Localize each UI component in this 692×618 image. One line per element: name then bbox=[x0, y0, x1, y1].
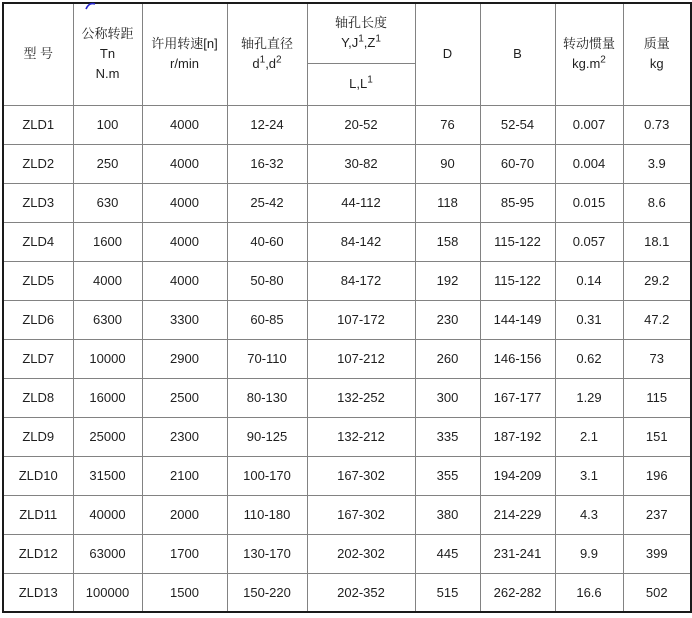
table-row bbox=[3, 456, 691, 495]
cell-allowable-speed: 2500 bbox=[142, 378, 227, 417]
cell-nominal-torque: 630 bbox=[73, 183, 142, 222]
cell-D: 118 bbox=[415, 183, 480, 222]
cell-B: 214-229 bbox=[480, 495, 555, 534]
cell-bore-length: 20-52 bbox=[307, 105, 415, 144]
header-rotary-inertia bbox=[555, 3, 623, 105]
cell-mass: 29.2 bbox=[623, 261, 691, 300]
header-line: r/min bbox=[170, 56, 199, 72]
cell-bore-diameter: 90-125 bbox=[227, 417, 307, 456]
cell-model: ZLD13 bbox=[3, 573, 73, 612]
header-row-top bbox=[3, 3, 691, 63]
cell-mass: 399 bbox=[623, 534, 691, 573]
header-line: 型 号 bbox=[23, 46, 54, 62]
cell-mass: 502 bbox=[623, 573, 691, 612]
cell-rotary-inertia: 4.3 bbox=[555, 495, 623, 534]
cell-model: ZLD2 bbox=[3, 144, 73, 183]
table-row bbox=[3, 339, 691, 378]
header-nominal-torque bbox=[73, 3, 142, 105]
cell-bore-length: 132-212 bbox=[307, 417, 415, 456]
cell-allowable-speed: 4000 bbox=[142, 261, 227, 300]
cell-model: ZLD3 bbox=[3, 183, 73, 222]
cell-bore-length: 84-172 bbox=[307, 261, 415, 300]
header-B bbox=[480, 3, 555, 105]
cell-allowable-speed: 4000 bbox=[142, 105, 227, 144]
cell-allowable-speed: 2300 bbox=[142, 417, 227, 456]
cell-D: 230 bbox=[415, 300, 480, 339]
cell-D: 380 bbox=[415, 495, 480, 534]
cell-rotary-inertia: 0.007 bbox=[555, 105, 623, 144]
cell-model: ZLD12 bbox=[3, 534, 73, 573]
cell-bore-diameter: 70-110 bbox=[227, 339, 307, 378]
cell-model: ZLD10 bbox=[3, 456, 73, 495]
cell-mass: 237 bbox=[623, 495, 691, 534]
cell-bore-length: 202-352 bbox=[307, 573, 415, 612]
cell-D: 192 bbox=[415, 261, 480, 300]
header-mass bbox=[623, 3, 691, 105]
header-line: B bbox=[513, 46, 522, 62]
header-line: 许用转速[n] bbox=[151, 36, 218, 52]
cell-nominal-torque: 16000 bbox=[73, 378, 142, 417]
cell-nominal-torque: 250 bbox=[73, 144, 142, 183]
cell-rotary-inertia: 0.31 bbox=[555, 300, 623, 339]
table-row bbox=[3, 105, 691, 144]
cell-D: 515 bbox=[415, 573, 480, 612]
cell-allowable-speed: 4000 bbox=[142, 183, 227, 222]
header-line: 质量 bbox=[643, 36, 670, 52]
cell-bore-length: 132-252 bbox=[307, 378, 415, 417]
header-line: N.m bbox=[95, 66, 120, 82]
cell-nominal-torque: 25000 bbox=[73, 417, 142, 456]
cell-D: 335 bbox=[415, 417, 480, 456]
coupling-spec-table bbox=[2, 2, 692, 613]
table-row bbox=[3, 534, 691, 573]
cell-D: 90 bbox=[415, 144, 480, 183]
header-line: 转动惯量 bbox=[562, 36, 615, 52]
cell-nominal-torque: 10000 bbox=[73, 339, 142, 378]
cell-B: 231-241 bbox=[480, 534, 555, 573]
cell-allowable-speed: 2900 bbox=[142, 339, 227, 378]
table-row bbox=[3, 495, 691, 534]
cell-B: 187-192 bbox=[480, 417, 555, 456]
table-row bbox=[3, 300, 691, 339]
header-model bbox=[3, 3, 73, 105]
cell-bore-diameter: 130-170 bbox=[227, 534, 307, 573]
header-bore-diameter bbox=[227, 3, 307, 105]
header-line: $Y,J^1,Z^1$ bbox=[341, 33, 381, 51]
cell-mass: 18.1 bbox=[623, 222, 691, 261]
cropped-text-artifact bbox=[84, 2, 100, 10]
header-line: kg bbox=[649, 56, 664, 72]
header-D bbox=[415, 3, 480, 105]
table-row bbox=[3, 261, 691, 300]
cell-bore-length: 107-172 bbox=[307, 300, 415, 339]
cell-D: 300 bbox=[415, 378, 480, 417]
cell-bore-length: 167-302 bbox=[307, 495, 415, 534]
cell-bore-diameter: 12-24 bbox=[227, 105, 307, 144]
header-line: Tn bbox=[99, 46, 116, 62]
cell-bore-diameter: 60-85 bbox=[227, 300, 307, 339]
cell-mass: 73 bbox=[623, 339, 691, 378]
cell-mass: 8.6 bbox=[623, 183, 691, 222]
cell-mass: 3.9 bbox=[623, 144, 691, 183]
cell-rotary-inertia: 0.015 bbox=[555, 183, 623, 222]
header-bore-length-top bbox=[307, 3, 415, 63]
cell-allowable-speed: 4000 bbox=[142, 144, 227, 183]
cell-model: ZLD5 bbox=[3, 261, 73, 300]
cell-rotary-inertia: 9.9 bbox=[555, 534, 623, 573]
cell-rotary-inertia: 0.057 bbox=[555, 222, 623, 261]
header-allowable-speed bbox=[142, 3, 227, 105]
cell-rotary-inertia: 1.29 bbox=[555, 378, 623, 417]
table-row bbox=[3, 417, 691, 456]
cell-bore-diameter: 150-220 bbox=[227, 573, 307, 612]
cell-bore-diameter: 50-80 bbox=[227, 261, 307, 300]
header-line: 轴孔长度 bbox=[334, 15, 387, 31]
header-line: $d^1,d^2$ bbox=[252, 54, 282, 72]
cell-bore-length: 107-212 bbox=[307, 339, 415, 378]
cell-mass: 115 bbox=[623, 378, 691, 417]
header-line: $L,L^1$ bbox=[349, 74, 373, 91]
cell-D: 445 bbox=[415, 534, 480, 573]
cell-bore-length: 44-112 bbox=[307, 183, 415, 222]
table-row bbox=[3, 573, 691, 612]
cell-rotary-inertia: 0.62 bbox=[555, 339, 623, 378]
cell-bore-diameter: 110-180 bbox=[227, 495, 307, 534]
table-body bbox=[3, 105, 691, 612]
cell-bore-length: 84-142 bbox=[307, 222, 415, 261]
cell-rotary-inertia: 0.004 bbox=[555, 144, 623, 183]
header-line: $kg.m^2$ bbox=[572, 54, 606, 72]
cell-mass: 151 bbox=[623, 417, 691, 456]
cell-B: 52-54 bbox=[480, 105, 555, 144]
cell-nominal-torque: 4000 bbox=[73, 261, 142, 300]
cell-B: 115-122 bbox=[480, 222, 555, 261]
cell-bore-diameter: 80-130 bbox=[227, 378, 307, 417]
header-line: D bbox=[442, 46, 453, 62]
cell-D: 158 bbox=[415, 222, 480, 261]
cell-mass: 0.73 bbox=[623, 105, 691, 144]
cell-nominal-torque: 31500 bbox=[73, 456, 142, 495]
cell-rotary-inertia: 0.14 bbox=[555, 261, 623, 300]
cell-model: ZLD11 bbox=[3, 495, 73, 534]
header-line: 轴孔直径 bbox=[240, 36, 293, 52]
cell-B: 146-156 bbox=[480, 339, 555, 378]
cell-bore-diameter: 100-170 bbox=[227, 456, 307, 495]
cell-bore-length: 30-82 bbox=[307, 144, 415, 183]
header-line: 公称转距 bbox=[81, 26, 134, 42]
cell-nominal-torque: 1600 bbox=[73, 222, 142, 261]
cell-B: 115-122 bbox=[480, 261, 555, 300]
header-bore-length-bottom bbox=[307, 63, 415, 105]
cell-bore-diameter: 40-60 bbox=[227, 222, 307, 261]
table-row bbox=[3, 144, 691, 183]
cell-mass: 47.2 bbox=[623, 300, 691, 339]
table-header bbox=[3, 3, 691, 105]
table-row bbox=[3, 378, 691, 417]
cell-rotary-inertia: 16.6 bbox=[555, 573, 623, 612]
cell-D: 260 bbox=[415, 339, 480, 378]
cell-D: 355 bbox=[415, 456, 480, 495]
cell-model: ZLD7 bbox=[3, 339, 73, 378]
cell-model: ZLD9 bbox=[3, 417, 73, 456]
cell-bore-length: 167-302 bbox=[307, 456, 415, 495]
cell-B: 262-282 bbox=[480, 573, 555, 612]
table-row bbox=[3, 222, 691, 261]
cell-B: 85-95 bbox=[480, 183, 555, 222]
cell-model: ZLD6 bbox=[3, 300, 73, 339]
cell-B: 60-70 bbox=[480, 144, 555, 183]
cell-nominal-torque: 63000 bbox=[73, 534, 142, 573]
cell-nominal-torque: 40000 bbox=[73, 495, 142, 534]
cell-model: ZLD1 bbox=[3, 105, 73, 144]
cell-D: 76 bbox=[415, 105, 480, 144]
cell-B: 144-149 bbox=[480, 300, 555, 339]
table-row bbox=[3, 183, 691, 222]
cell-bore-diameter: 25-42 bbox=[227, 183, 307, 222]
cell-B: 167-177 bbox=[480, 378, 555, 417]
cell-allowable-speed: 2100 bbox=[142, 456, 227, 495]
cell-nominal-torque: 6300 bbox=[73, 300, 142, 339]
cell-nominal-torque: 100 bbox=[73, 105, 142, 144]
cell-allowable-speed: 1500 bbox=[142, 573, 227, 612]
cell-model: ZLD4 bbox=[3, 222, 73, 261]
cell-allowable-speed: 1700 bbox=[142, 534, 227, 573]
cell-bore-diameter: 16-32 bbox=[227, 144, 307, 183]
cell-allowable-speed: 3300 bbox=[142, 300, 227, 339]
cell-B: 194-209 bbox=[480, 456, 555, 495]
cell-model: ZLD8 bbox=[3, 378, 73, 417]
cell-bore-length: 202-302 bbox=[307, 534, 415, 573]
cell-rotary-inertia: 2.1 bbox=[555, 417, 623, 456]
cell-mass: 196 bbox=[623, 456, 691, 495]
cell-allowable-speed: 2000 bbox=[142, 495, 227, 534]
cell-rotary-inertia: 3.1 bbox=[555, 456, 623, 495]
cell-allowable-speed: 4000 bbox=[142, 222, 227, 261]
cell-nominal-torque: 100000 bbox=[73, 573, 142, 612]
